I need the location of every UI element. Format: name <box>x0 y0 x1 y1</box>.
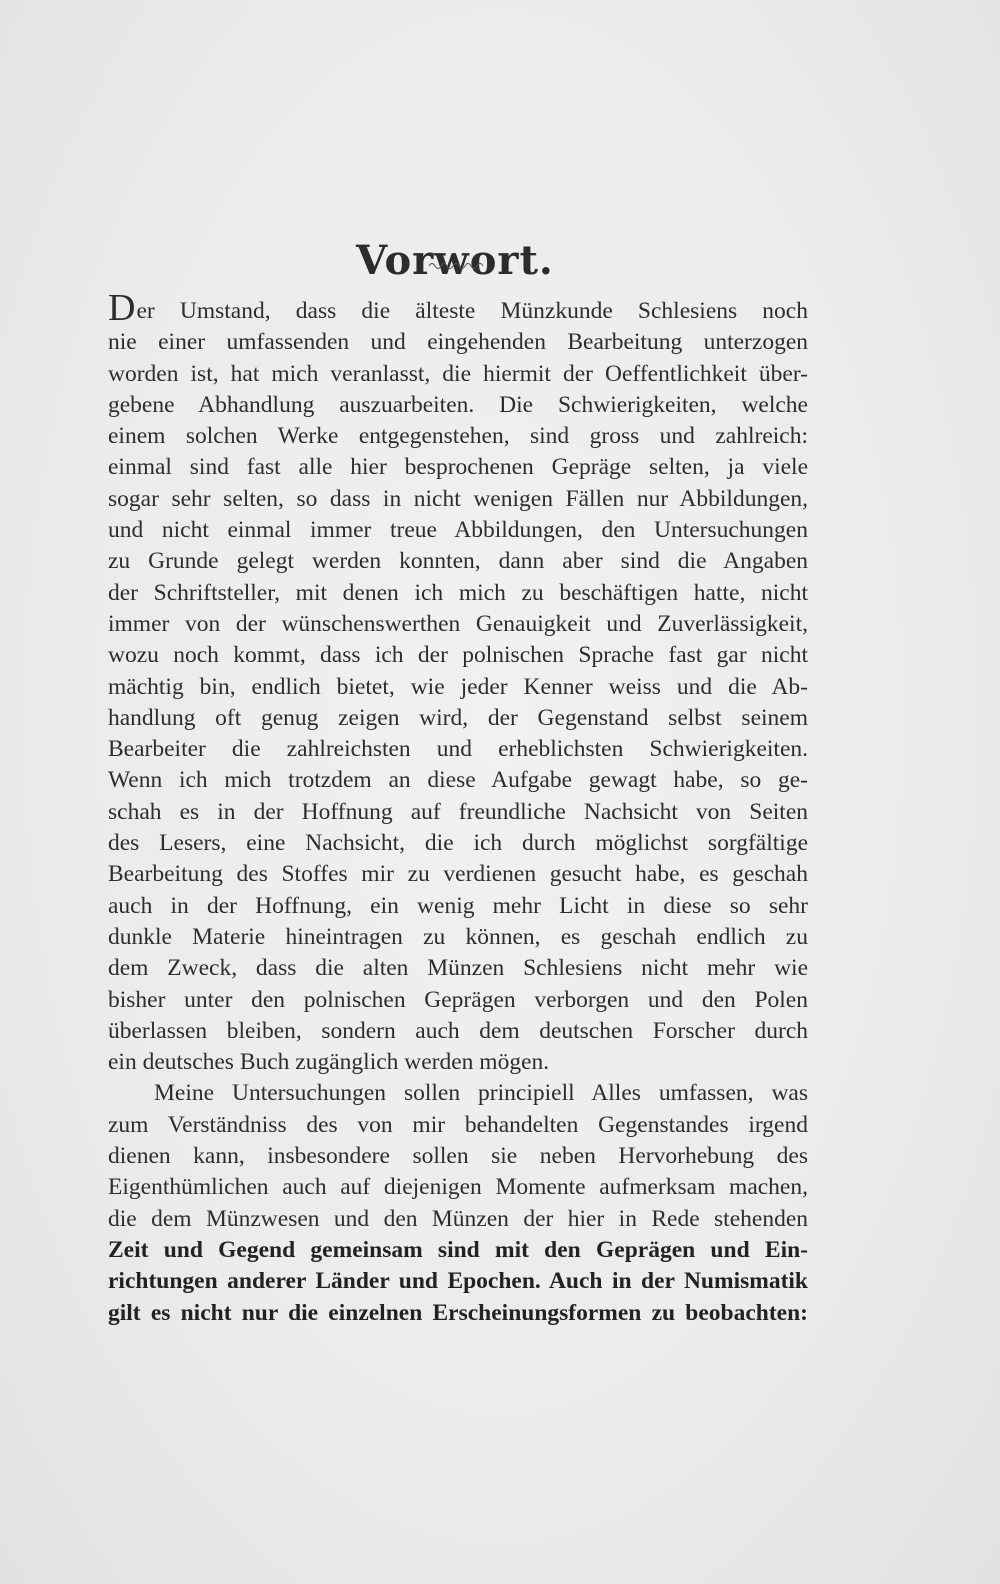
text-line: Wenn ich mich trotzdem an diese Aufgabe gewagt habe, so ge- <box>108 767 808 794</box>
text-line: worden ist, hat mich veranlasst, die hiermit der Oeffentlichkeit über- <box>108 360 808 387</box>
text-line: handlung oft genug zeigen wird, der Gegenstand selbst seinem <box>108 704 808 731</box>
text-line: Zeit und Gegend gemeinsam sind mit den Geprägen und Ein- <box>108 1236 808 1263</box>
paragraph-2 <box>108 1078 808 1328</box>
text-line: Eigenthümlichen auch auf diejenigen Momente aufmerksam machen, <box>108 1174 808 1201</box>
text-line: Bearbeitung des Stoffes mir zu verdienen gesucht habe, es geschah <box>108 861 808 888</box>
page-title: Vorwort. <box>356 236 554 284</box>
text-line: gilt es nicht nur die einzelnen Erscheinungsformen zu beobachten: <box>108 1299 808 1326</box>
wavy-rule-ornament <box>428 260 486 272</box>
text-line: einem solchen Werke entgegenstehen, sind gross und zahlreich: <box>108 423 808 450</box>
drop-cap: D <box>108 287 136 329</box>
text-line: die dem Münzwesen und den Münzen der hier in Rede stehenden <box>108 1205 808 1232</box>
text-line: der Schriftsteller, mit denen ich mich zu beschäftigen hatte, nicht <box>108 579 808 606</box>
text-line: zu Grunde gelegt werden konnten, dann aber sind die Angaben <box>108 548 808 575</box>
text-line: dem Zweck, dass die alten Münzen Schlesiens nicht mehr wie <box>108 955 808 982</box>
text-line: immer von der wünschenswerthen Genauigkeit und Zuverlässigkeit, <box>108 610 808 637</box>
text-line: sogar sehr selten, so dass in nicht wenigen Fällen nur Abbildungen, <box>108 485 808 512</box>
text-line: dunkle Materie hineintragen zu können, es geschah endlich zu <box>108 923 808 950</box>
body-text <box>108 287 808 1329</box>
text-line: Meine Untersuchungen sollen principiell Alles umfassen, was <box>154 1080 808 1107</box>
text-line: einmal sind fast alle hier besprochenen Gepräge selten, ja viele <box>108 454 808 481</box>
text-line: zum Verständniss des von mir behandelten Gegenstandes irgend <box>108 1111 808 1138</box>
text-line: bisher unter den polnischen Geprägen verborgen und den Polen <box>108 986 808 1013</box>
text-line: nie einer umfassenden und eingehenden Bearbeitung unterzogen <box>108 329 808 356</box>
text-line: Der Umstand, dass die älteste Münzkunde Schlesiens noch <box>108 287 808 329</box>
text-line: auch in der Hoffnung, ein wenig mehr Licht in diese so sehr <box>108 892 808 919</box>
text-line: und nicht einmal immer treue Abbildungen, den Untersuchungen <box>108 517 808 544</box>
text-line: schah es in der Hoffnung auf freundliche Nachsicht von Seiten <box>108 798 808 825</box>
text-line: Bearbeiter die zahlreichsten und erheblichsten Schwierigkeiten. <box>108 736 808 763</box>
paragraph-1 <box>108 287 808 1078</box>
text-line: überlassen bleiben, sondern auch dem deutschen Forscher durch <box>108 1017 808 1044</box>
text-line: richtungen anderer Länder und Epochen. Auch in der Numismatik <box>108 1268 808 1295</box>
text-line: mächtig bin, endlich bietet, wie jeder Kenner weiss und die Ab- <box>108 673 808 700</box>
text-line: dienen kann, insbesondere sollen sie neben Hervorhebung des <box>108 1143 808 1170</box>
text-line: ein deutsches Buch zugänglich werden mögen. <box>108 1049 550 1076</box>
text-line: des Lesers, eine Nachsicht, die ich durch möglichst sorgfältige <box>108 830 808 857</box>
text-line: wozu noch kommt, dass ich der polnischen Sprache fast gar nicht <box>108 642 808 669</box>
text-line: gebene Abhandlung auszuarbeiten. Die Schwierigkeiten, welche <box>108 391 808 418</box>
